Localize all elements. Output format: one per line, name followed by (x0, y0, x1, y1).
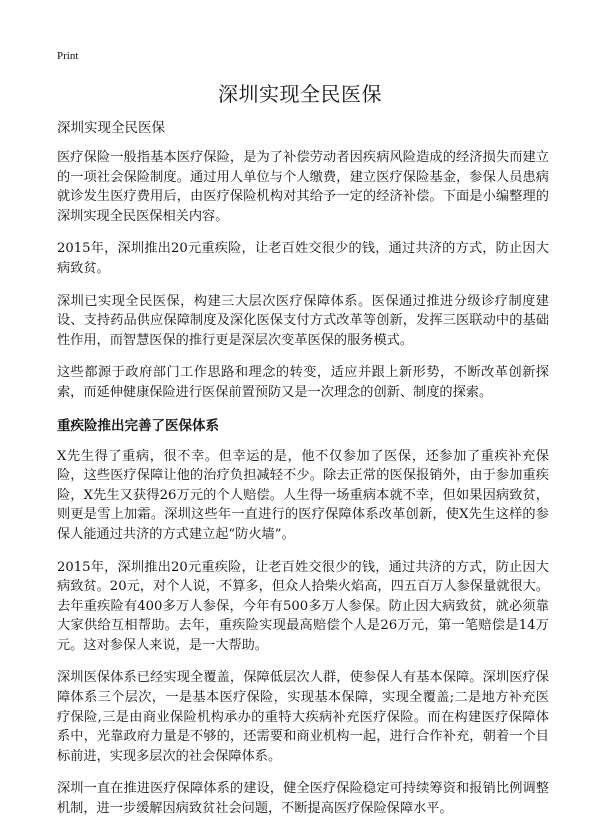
paragraph: 这些都源于政府部门工作思路和理念的转变，适应并跟上新形势，不断改革创新探索，而延伸健康保险进行医保前置预防又是一次理念的创新、制度的探索。 (57, 365, 549, 400)
paragraph: 2015年，深圳推出20元重疾险，让老百姓交很少的钱，通过共济的方式，防止因大病致贫。 (57, 241, 549, 276)
print-link[interactable]: Print (57, 50, 79, 62)
paragraph: 医疗保险一般指基本医疗保险，是为了补偿劳动者因疾病风险造成的经济损失而建立的一项社会保险制度。通过用人单位与个人缴费，建立医疗保险基金，参保人员患病就诊发生医疗费用后，由医疗保险机构对其给予一定的经济补偿。下面是小编整理的深圳实现全民医保相关内容。 (57, 150, 549, 224)
article-body (57, 118, 549, 832)
section-heading: 重疾险推出完善了医保体系 (57, 417, 219, 434)
paragraph: 深圳一直在推进医疗保障体系的建设，健全医疗保险稳定可持续筹资和报销比例调整机制，进一步缓解因病致贫社会问题，不断提高医疗保险保障水平。 (57, 781, 549, 817)
paragraph: 深圳已实现全民医保，构建三大层次医疗保障体系。医保通过推进分级诊疗制度建设、支持药品供应保障制度及深化医保支付方式改革等创新，发挥三医联动中的基础性作用，而智慧医保的推行更是深层次变革医保的服务模式。 (57, 293, 549, 348)
paragraph: X先生得了重病，很不幸。但幸运的是，他不仅参加了医保，还参加了重疾补充保险，这些医疗保障让他的治疗负担减轻不少。除去正常的医保报销外，由于参加重疾险，X先生又获得26万元的个人赔偿。人生得一场重病本就不幸，但如果因病致贫，则更是雪上加霜。深圳这些年一直进行的医疗保障体系改革创新，使X先生这样的参保人能通过共济的方式建立起“防火墙”。 (57, 448, 549, 542)
page-title: 深圳实现全民医保 (218, 82, 382, 106)
paragraph: 2015年，深圳推出20元重疾险，让老百姓交很少的钱，通过共济的方式，防止因大病致贫。20元，对个人说，不算多，但众人拾柴火焰高，四五百万人参保量就很大。去年重疾险有400多万人参保，今年有500多万人参保。防止因大病致贫，就必须靠大家供给互相帮助。去年，重疾险实现最高赔偿个人是26万元，第一笔赔偿是14万元。这对参保人来说，是一大帮助。 (57, 559, 549, 653)
paragraph: 深圳医保体系已经实现全覆盖，保障低层次人群，使参保人有基本保障。深圳医疗保障体系三个层次，一是基本医疗保险，实现基本保障，实现全覆盖;二是地方补充医疗保险,三是由商业保险机构承办的重特大疾病补充医疗保险。而在构建医疗保障体系中，光靠政府力量是不够的，还需要和商业机构一起，进行合作补充，朝着一个目标前进，实现多层次的社会保障体系。 (57, 670, 549, 764)
article-subtitle: 深圳实现全民医保 (57, 120, 165, 136)
